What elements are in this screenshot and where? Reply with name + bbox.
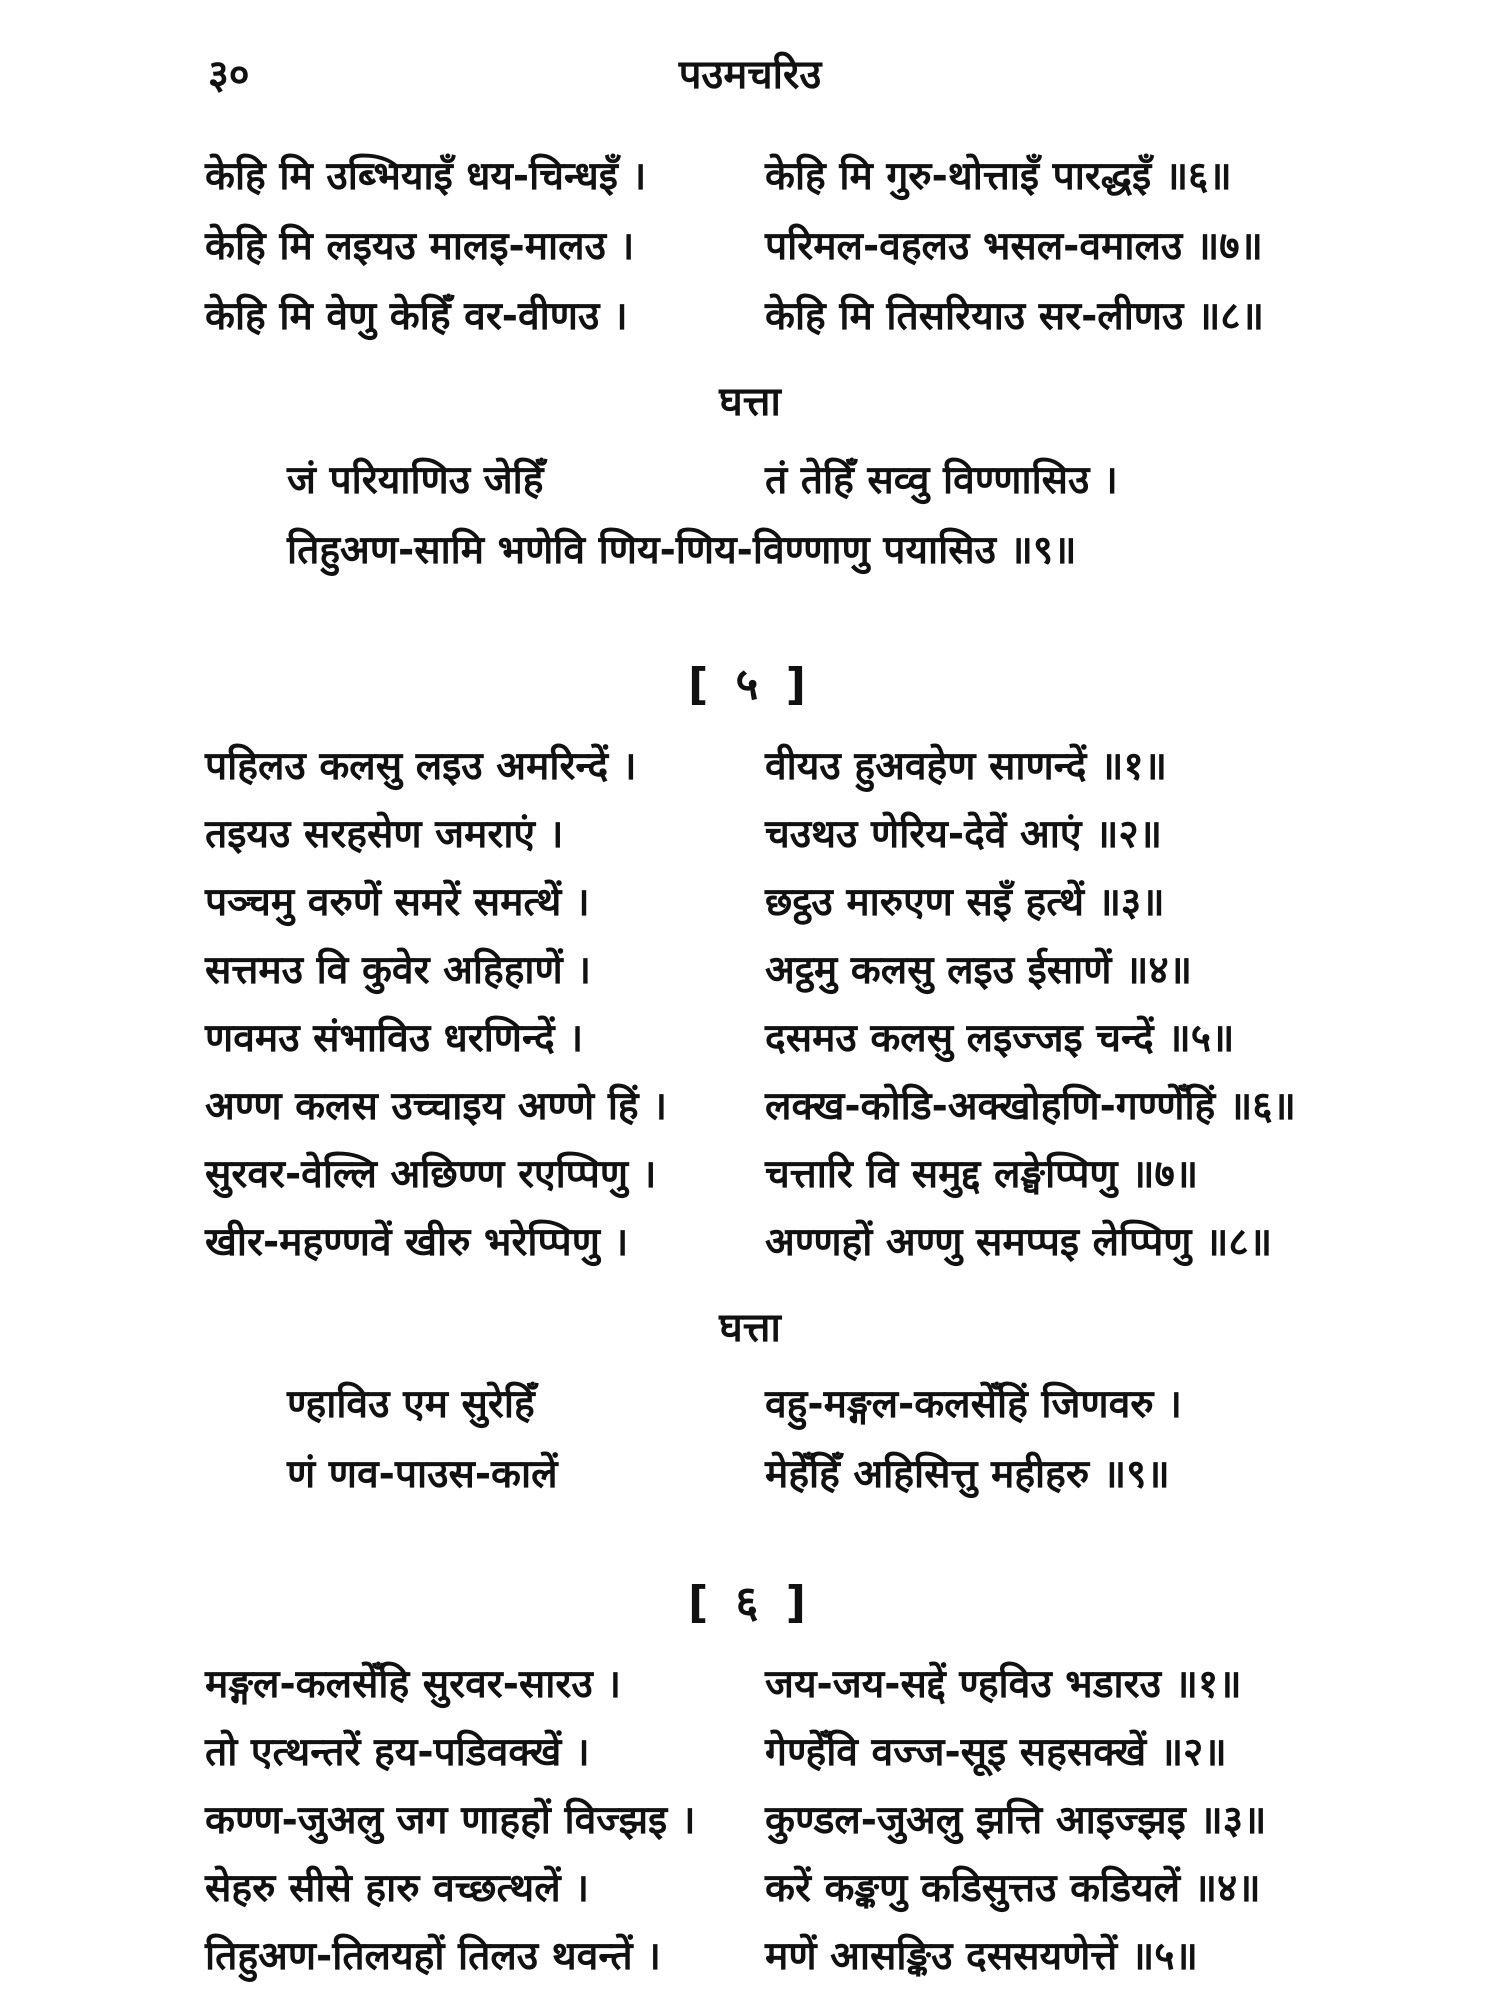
verse-left: सुरवर-वेल्लि अछिण्ण रएप्पिणु । [205,1152,657,1197]
verse-right: करें कङ्कणु कडिसुत्तउ कडियलें ॥४॥ [765,1866,1261,1911]
verse-right: दसमउ कलसु लइज्जइ चन्दें ॥५॥ [765,1016,1235,1061]
verse-left: सत्तमउ वि कुवेर अहिहाणें । [205,948,592,993]
verse-right: केहि मि तिसरियाउ सर-लीणउ ॥८॥ [765,294,1264,339]
ghatta-left: ण्हाविउ एम सुरेहिँ [287,1382,535,1427]
verse-right: परिमल-वहलउ भसल-वमालउ ॥७॥ [765,224,1263,269]
verse-left: पहिलउ कलसु लइउ अमरिन्दें । [205,744,637,789]
page-header [0,45,1500,115]
verse-right: अण्णहों अण्णु समप्पइ लेप्पिणु ॥८॥ [765,1220,1273,1265]
verse-right: केहि मि गुरु-थोत्ताइँ पारद्धइँ ॥६॥ [765,154,1232,199]
verse-right: अट्ठमु कलसु लइउ ईसाणें ॥४॥ [765,948,1193,993]
ghatta-right: मेहेँहिँ अहिसित्तु महीहरु ॥९॥ [765,1452,1170,1497]
ghatta-left: जं परियाणिउ जेहिँ [287,458,544,503]
verse-right: चत्तारि वि समुद्द लङ्घेप्पिणु ॥७॥ [765,1152,1199,1197]
verse-left: केहि मि वेणु केहिँ वर-वीणउ । [205,294,628,339]
verse-left: पञ्चमु वरुणें समरें समत्थें । [205,880,590,925]
running-title: पउमचरिउ [678,52,822,98]
verse-left: केहि मि लइयउ मालइ-मालउ । [205,224,635,269]
verse-left: कण्ण-जुअलु जग णाहहों विज्झइ । [205,1798,696,1843]
verse-left: णवमउ संभाविउ धरणिन्दें । [205,1016,584,1061]
verse-right: वीयउ हुअवहेण साणन्दें ॥१॥ [765,744,1168,789]
ghatta-right: तं तेहिँ सव्वु विण्णासिउ । [765,458,1118,503]
verse-right: चउथउ णेरिय-देवें आएं ॥२॥ [765,812,1163,857]
ghatta-heading: घत्ता [719,1305,781,1351]
verse-left: तो एत्थन्तरें हय-पडिवक्खें । [205,1730,590,1775]
verse-left: सेहरु सीसे हारु वच्छत्थलें । [205,1866,590,1911]
page-number: ३० [208,52,250,98]
verse-right: गेण्हेँवि वज्ज-सूइ सहसक्खें ॥२॥ [765,1730,1227,1775]
ghatta-right: वहु-मङ्गल-कलसेँहिं जिणवरु । [765,1382,1182,1427]
verse-right: मणें आसङ्किउ दससयणेत्तें ॥५॥ [765,1934,1198,1979]
verse-right: कुण्डल-जुअलु झत्ति आइज्झइ ॥३॥ [765,1798,1267,1843]
ghatta-left: णं णव-पाउस-कालें [287,1452,558,1497]
verse-left: केहि मि उब्भियाइँ धय-चिन्धइँ । [205,154,647,199]
ghatta-heading: घत्ता [719,379,781,425]
verse-left: खीर-महण्णवें खीरु भरेप्पिणु । [205,1220,629,1265]
verse-left: मङ्गल-कलसेँहि सुरवर-सारउ । [205,1662,622,1707]
verse-left: तइयउ सरहसेण जमराएं । [205,812,564,857]
verse-right: लक्ख-कोडि-अक्खोहणि-गण्णेँहिं ॥६॥ [765,1084,1296,1129]
section-heading: [ ६ ] [688,1577,812,1628]
section-heading: [ ५ ] [688,659,812,710]
verse-left: तिहुअण-तिलयहों तिलउ थवन्तें । [205,1934,661,1979]
verse-left: अण्ण कलस उच्चाइय अण्णे हिं । [205,1084,667,1129]
verse-right: जय-जय-सद्दें ण्हविउ भडारउ ॥१॥ [765,1662,1242,1707]
ghatta-full-line: तिहुअण-सामि भणेवि णिय-णिय-विण्णाणु पयासिउ ॥९॥ [287,528,1077,573]
verse-right: छट्ठउ मारुएण सइँ हत्थें ॥३॥ [765,880,1165,925]
